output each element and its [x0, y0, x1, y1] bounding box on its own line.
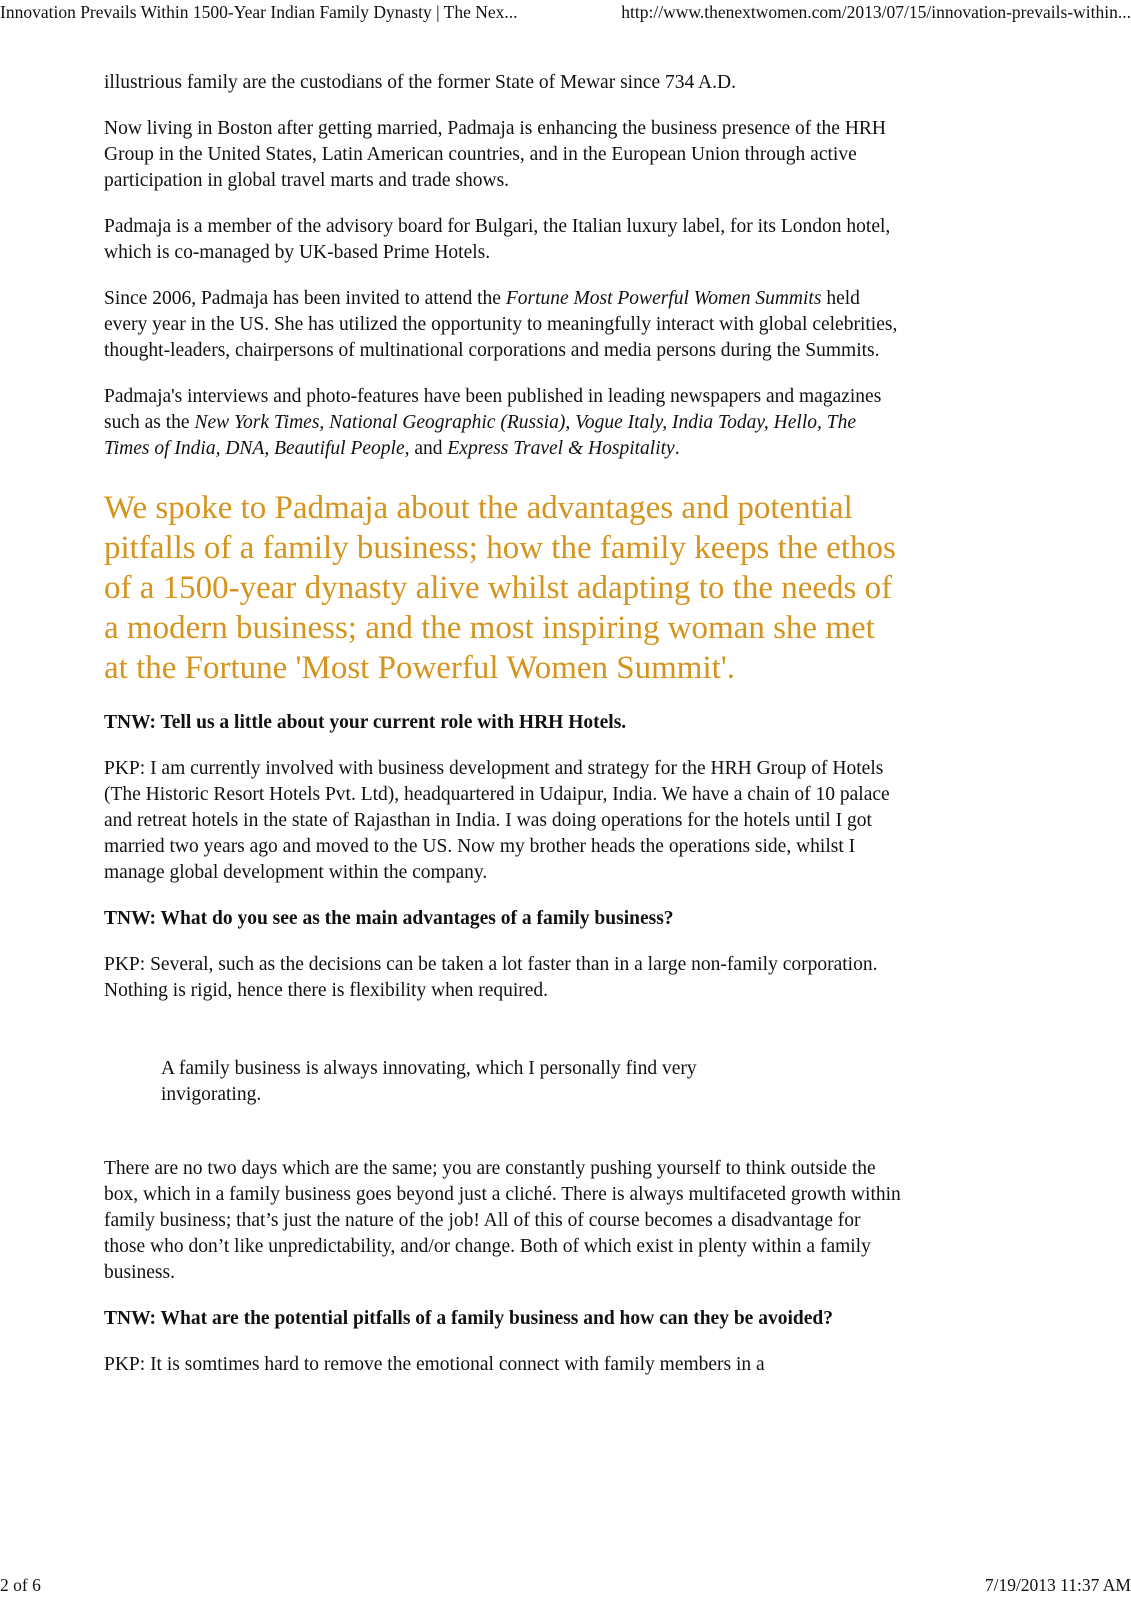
paragraph-custodians: illustrious family are the custodians of the former State of Mewar since 734 A.D. [104, 72, 736, 93]
page-header-url: http://www.thenextwomen.com/2013/07/15/innovation-prevails-within... [621, 2, 1131, 22]
text-segment: , and [404, 438, 448, 459]
text-segment: Since 2006, Padmaja has been invited to attend the [104, 288, 506, 309]
text-segment: held every year in the US. She has utilized the opportunity to meaningfully interact with global celebrities, thought-leaders, chairpersons of multinational corporations and media persons during the Summits. [104, 288, 898, 361]
interview-question-role: TNW: Tell us a little about your current role with HRH Hotels. [104, 712, 627, 733]
paragraph-publications [104, 384, 904, 462]
italic-title-fortune: Fortune Most Powerful Women Summits [505, 288, 822, 309]
blockquote-innovating: A family business is always innovating, which I personally find very invigorating. [161, 1058, 697, 1105]
interview-answer-advantages-cont: There are no two days which are the same; you are constantly pushing yourself to think outside the box, which in a family business goes beyond just a cliché. There is always multifaceted growth within family business; that’s just the nature of the job! All of this of course becomes a disadvantage for those who don’t like unpredictability, and/or change. Both of which exist in plenty within a family business. [104, 1158, 901, 1283]
interview-answer-pitfalls: PKP: It is somtimes hard to remove the emotional connect with family members in a [104, 1354, 765, 1375]
italic-publications-list: New York Times, National Geographic (Russia), Vogue Italy, India Today, Hello, The Times of India, DNA, Beautiful People [104, 412, 856, 459]
italic-express-travel: Express Travel & Hospitality [447, 438, 675, 459]
interview-answer-role: PKP: I am currently involved with business development and strategy for the HRH Group of Hotels (The Historic Resort Hotels Pvt. Ltd), headquartered in Udaipur, India. We have a chain of 10 palace and retreat hotels in the state of Rajasthan in India. I was doing operations for the hotels until I got married two years ago and moved to the US. Now my brother heads the operations side, whilst I manage global development within the company. [104, 758, 890, 883]
interview-question-pitfalls: TNW: What are the potential pitfalls of a family business and how can they be avoided? [104, 1308, 833, 1329]
page-number: 2 of 6 [0, 1575, 41, 1595]
text-segment: Padmaja's interviews and photo-features have been published in leading newspapers and magazines such as the [104, 386, 882, 433]
article-body [104, 70, 904, 1398]
page-header-title: Innovation Prevails Within 1500-Year Indian Family Dynasty | The Nex... [0, 2, 518, 22]
print-datetime: 7/19/2013 11:37 AM [984, 1575, 1131, 1595]
paragraph-fortune-summits [104, 286, 904, 364]
interview-answer-advantages: PKP: Several, such as the decisions can be taken a lot faster than in a large non-family corporation. Nothing is rigid, hence there is flexibility when required. [104, 954, 878, 1001]
text-segment: . [674, 438, 680, 459]
pull-quote-intro: We spoke to Padmaja about the advantages and potential pitfalls of a family business; how the family keeps the ethos of a 1500-year dynasty alive whilst adapting to the needs of a modern business; and the most inspiring woman she met at the Fortune 'Most Powerful Women Summit'. [104, 490, 896, 686]
interview-question-advantages: TNW: What do you see as the main advantages of a family business? [104, 908, 674, 929]
paragraph-boston: Now living in Boston after getting married, Padmaja is enhancing the business presence of the HRH Group in the United States, Latin American countries, and in the European Union through active participation in global travel marts and trade shows. [104, 118, 886, 191]
paragraph-bulgari: Padmaja is a member of the advisory board for Bulgari, the Italian luxury label, for its London hotel, which is co-managed by UK-based Prime Hotels. [104, 216, 891, 263]
